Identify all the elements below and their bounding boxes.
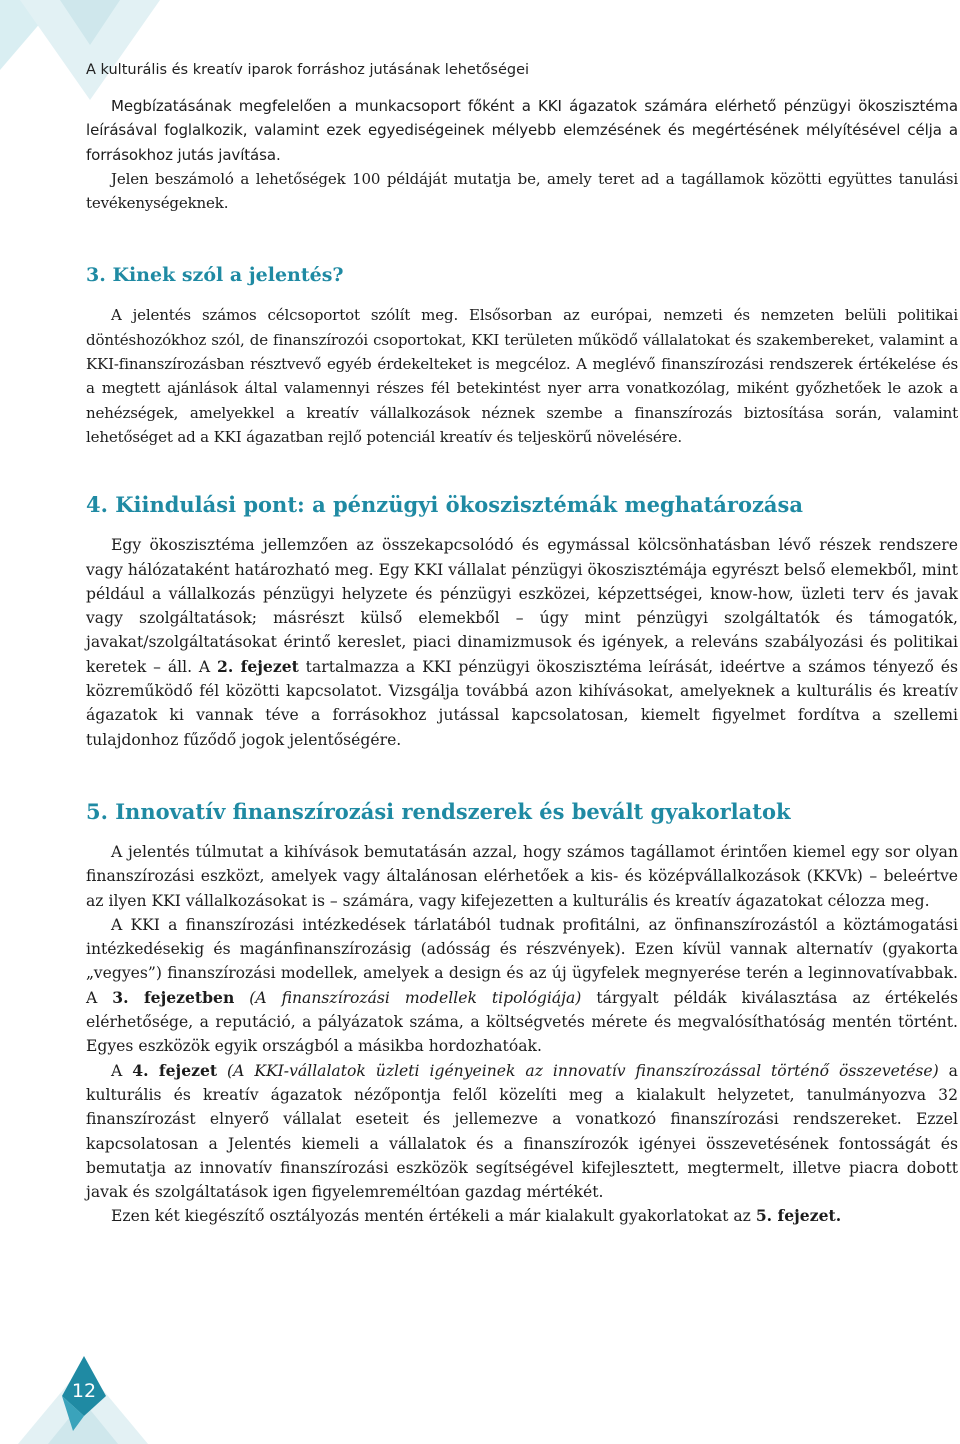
intro-block	[86, 94, 958, 167]
chapter-5-ref: 5. fejezet.	[755, 1206, 842, 1226]
section-5-p2-text-d: tárgyalt példák kiválasztása az értékelés elérhetősége, a reputáció, a pályázatok száma, a költségvetés mérete és megvalósíthatóság mentén történt. Egyes eszközök egyik országból a másikba hordozhatóak.	[86, 988, 958, 1056]
chapter-2-ref: 2. fejezet	[217, 656, 299, 676]
section-5-paragraph-2	[86, 913, 958, 1059]
section-5-p2-text-a: A KKI a finanszírozási intézkedések tárlatából tudnak profitálni, az önfinanszírozástól a köztámogatási intézkedésekig és magánfinanszírozásig (adósság és részvények). Ezen kívül vannak alternatív (gyakorta „vegyes”) finanszírozási modellek, amelyek a design és az új ügyfelek megnyerése terén a leginnovatívabbak. A	[86, 915, 958, 1007]
section-3-heading: 3. Kinek szól a jelentés?	[86, 264, 344, 287]
chapter-4-ref: 4. fejezet	[132, 1060, 218, 1080]
section-4-text-c: tartalmazza a KKI pénzügyi ökoszisztéma leírását, ideértve a számos tényező és közreműködő fél közötti kapcsolatot. Vizsgálja továbbá azon kihívásokat, amelyeknek a kulturális és kreatív ágazatok ki vannak téve a forrásokhoz jutással kapcsolatosan, kiemelt figyelmet fordítva a szellemi tulajdonhoz fűződő jogok jelentőségére.	[86, 657, 958, 749]
chapter-3-ref: 3. fejezetben	[112, 987, 235, 1007]
section-4-body	[86, 533, 958, 752]
section-3-paragraph: A jelentés számos célcsoportot szólít meg. Elsősorban az európai, nemzeti és nemzeten belüli politikai döntéshozókhoz szól, de finanszírozói csoportokat, KKI területen működő vállalatokat és szakembereket, valamint a KKI-finanszírozásban résztvevő egyéb érdekelteket is megcéloz. A meglévő finanszírozási rendszerek értékelése és a megtett ajánlások által valamennyi részes fél betekintést nyer arra vonatkozólag, miként győzhetőek le azok a nehézségek, amelyekkel a kreatív vállalkozások néznek szembe a finanszírozás biztosítása során, valamint lehetőséget ad a KKI ágazatban rejlő potenciál kreatív és teljeskörű növelésére.	[86, 306, 958, 446]
chapter-4-title: (A KKI-vállalatok üzleti igényeinek az innovatív finanszírozással történő összevetése)	[227, 1061, 939, 1080]
section-5-paragraph-3	[86, 1059, 958, 1205]
intro-paragraph-2: Jelen beszámoló a lehetőségek 100 példáját mutatja be, amely teret ad a tagállamok közötti együttes tanulási tevékenységeknek.	[86, 169, 958, 213]
page-content	[86, 94, 958, 1229]
running-header: A kulturális és kreatív iparok forráshoz jutásának lehetőségei	[86, 62, 530, 78]
section-5-paragraph-4	[86, 1204, 958, 1228]
section-5-paragraph-1: A jelentés túlmutat a kihívások bemutatásán azzal, hogy számos tagállamot érintően kiemel egy sor olyan finanszírozási eszközt, amelyek vagy általánosan elérhetőek a kis- és középvállalkozások (KKVk) – beleértve az ilyen KKI vállalkozásokat is – számára, vagy kifejezetten a kulturális és kreatív ágazatokat célozza meg.	[86, 842, 958, 910]
section-5-p4-text-a: Ezen két kiegészítő osztályozás mentén értékeli a már kialakult gyakorlatokat az	[111, 1207, 756, 1226]
section-3-body	[86, 303, 958, 449]
section-4-heading: 4. Kiindulási pont: a pénzügyi ökoszisztémák meghatározása	[86, 492, 803, 518]
chapter-3-title: (A finanszírozási modellek tipológiája)	[249, 988, 582, 1007]
section-5-p3-text-d: a kulturális és kreatív ágazatok nézőpontja felől közelíti meg a kialakult helyzetet, tanulmányozva 32 finanszírozást elnyerő vállalat eseteit és jellemezve a vonatkozó finanszírozási rendszereket. Ezzel kapcsolatosan a Jelentés kiemeli a vállalatok és a finanszírozók igényei összevetésének fontosságát és bemutatja az innovatív finanszírozási eszközök segítségével kifejlesztett, megtermelt, illetve piacra dobott javak és szolgáltatások igen figyelemreméltóan gazdag mértékét.	[86, 1061, 958, 1202]
section-4-paragraph	[86, 533, 958, 752]
section-5-body	[86, 840, 958, 1229]
section-5-heading: 5. Innovatív finanszírozási rendszerek és bevált gyakorlatok	[86, 798, 791, 824]
section-5-p3-text-a: A	[111, 1061, 133, 1080]
page-number: 12	[71, 1380, 97, 1402]
intro-paragraph-1: Megbízatásának megfelelően a munkacsoport főként a KKI ágazatok számára elérhető pénzügyi ökoszisztéma leírásával foglalkozik, valamint ezek egyediségeinek mélyebb elemzésének és megértésének mélyítésével célja a forrásokhoz jutás javítása.	[86, 97, 958, 164]
intro-block-2	[86, 167, 958, 216]
section-4-text-a: Egy ökoszisztéma jellemzően az összekapcsolódó és egymással kölcsönhatásban lévő részek rendszere vagy hálózataként határozható meg. Egy KKI vállalat pénzügyi ökoszisztémája egyrészt belső elemekből, mint például a vállalkozás pénzügyi helyzete és pénzügyi eszközei, képzettségei, know-how, üzleti terv és javak vagy szolgáltatások; másrészt külső elemekből – úgy mint pénzügyi szolgáltatók és támogatók, javakat/szolgáltatásokat érintő kereslet, piaci dinamizmusok és igények, a releváns szabályozási és politikai keretek – áll. A	[86, 536, 958, 676]
header-decoration	[0, 0, 170, 105]
